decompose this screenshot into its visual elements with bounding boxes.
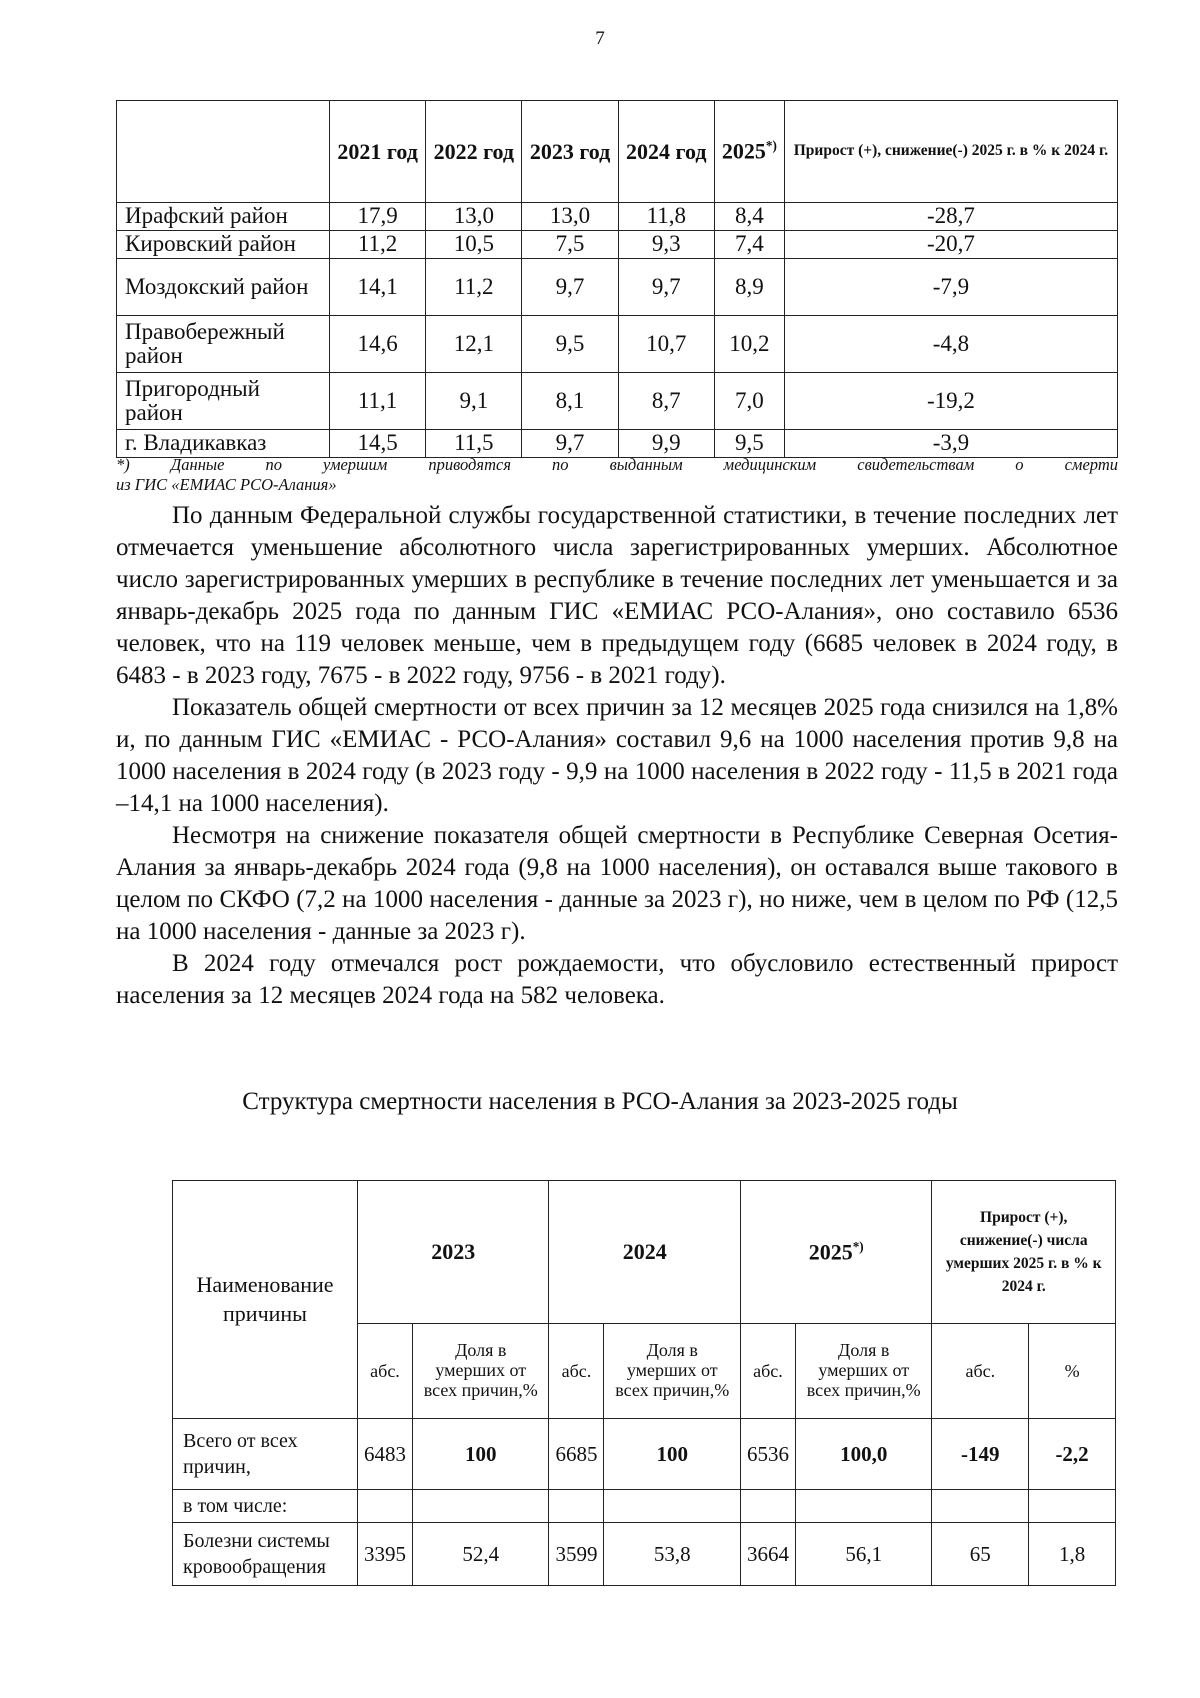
table-row: Пригородный район 11,1 9,1 8,1 8,7 7,0 -19,2 [117, 373, 1118, 430]
table-row: Болезни системы кровообращения 3395 52,4 3599 53,8 3664 56,1 65 1,8 [173, 1523, 1116, 1586]
table-row: Моздокский район 14,1 11,2 9,7 9,7 8,9 -7,9 [117, 259, 1118, 316]
header-blank [117, 101, 330, 203]
subheader-abs: абс. [932, 1324, 1029, 1419]
table-header-row [173, 1181, 1116, 1324]
paragraph: Показатель общей смертности от всех причин за 12 месяцев 2025 года снизился на 1,8% и, по данным ГИС «ЕМИАС - РСО-Алания» составил 9,6 на 1000 населения против 9,8 на 1000 населения в 2024 году (в 2023 году - 9,9 на 1000 населения в 2022 году - 11,5 в 2021 года –14,1 на 1000 населения). [116, 694, 1118, 817]
paragraph: В 2024 году отмечался рост рождаемости, что обусловило естественный прирост населения за 12 месяцев 2024 года на 582 человека. [116, 950, 1118, 1009]
footnote-line-1: *) Данные по умершим приводятся по выданным медицинским свидетельствам о смерти [116, 455, 1118, 474]
table-row: Правобережный район 14,6 12,1 9,5 10,7 10,2 -4,8 [117, 316, 1118, 373]
table-row: в том числе: [173, 1490, 1116, 1523]
header-2024: 2024 год [618, 101, 714, 203]
header-2021: 2021 год [330, 101, 426, 203]
header-year-2025: 2025*) [740, 1181, 931, 1324]
subheader-pct: % [1029, 1324, 1116, 1419]
footnote-line-2: из ГИС «ЕМИАС РСО-Алания» [116, 474, 337, 494]
table-header-row [117, 101, 1118, 203]
mortality-structure-table [172, 1180, 1116, 1586]
subheader-abs: абс. [740, 1324, 795, 1419]
table-row: Всего от всех причин, 6483 100 6685 100 6536 100,0 -149 -2,2 [173, 1419, 1116, 1490]
header-2023: 2023 год [522, 101, 618, 203]
header-growth: Прирост (+), снижение(-) числа умерших 2025 г. в % к 2024 г. [932, 1181, 1116, 1324]
table-row: Ирафский район 17,9 13,0 13,0 11,8 8,4 -28,7 [117, 203, 1118, 231]
table-footnote [116, 455, 1118, 495]
table-row: г. Владикавказ 14,5 11,5 9,7 9,9 9,5 -3,9 [117, 430, 1118, 458]
header-cause-name: Наименование причины [173, 1181, 358, 1419]
page-number: 7 [595, 28, 605, 49]
subheader-abs: абс. [549, 1324, 604, 1419]
header-year-2024: 2024 [549, 1181, 740, 1324]
header-year-2023: 2023 [358, 1181, 549, 1324]
header-growth: Прирост (+), снижение(-) 2025 г. в % к 2024 г. [784, 101, 1117, 203]
table-caption: Структура смертности населения в РСО-Алания за 2023-2025 годы [242, 1088, 958, 1115]
subheader-share: Доля в умерших от всех причин,% [413, 1324, 549, 1419]
paragraph: По данным Федеральной службы государственной статистики, в течение последних лет отмечается уменьшение абсолютного числа зарегистрированных умерших. Абсолютное число зарегистрированных умерших в республике в течение последних лет уменьшается и за январь-декабрь 2025 года по данным ГИС «ЕМИАС РСО-Алания», оно составило 6536 человек, что на 119 человек меньше, чем в предыдущем году (6685 человек в 2024 году, в 6483 - в 2023 году, 7675 - в 2022 году, 9756 - в 2021 году). [116, 502, 1118, 689]
mortality-by-district-table [116, 100, 1118, 458]
table-row: Кировский район 11,2 10,5 7,5 9,3 7,4 -20,7 [117, 231, 1118, 259]
paragraph: Несмотря на снижение показателя общей смертности в Республике Северная Осетия-Алания за январь-декабрь 2024 года (9,8 на 1000 населения), он оставался выше такового в целом по СКФО (7,2 на 1000 населения - данные за 2023 г), но ниже, чем в целом по РФ (12,5 на 1000 населения - данные за 2023 г). [116, 822, 1118, 945]
subheader-abs: абс. [358, 1324, 413, 1419]
header-2025: 2025*) [714, 101, 784, 203]
subheader-share: Доля в умерших от всех причин,% [604, 1324, 740, 1419]
subheader-share: Доля в умерших от всех причин,% [795, 1324, 931, 1419]
header-2022: 2022 год [426, 101, 522, 203]
body-text [116, 500, 1118, 1012]
